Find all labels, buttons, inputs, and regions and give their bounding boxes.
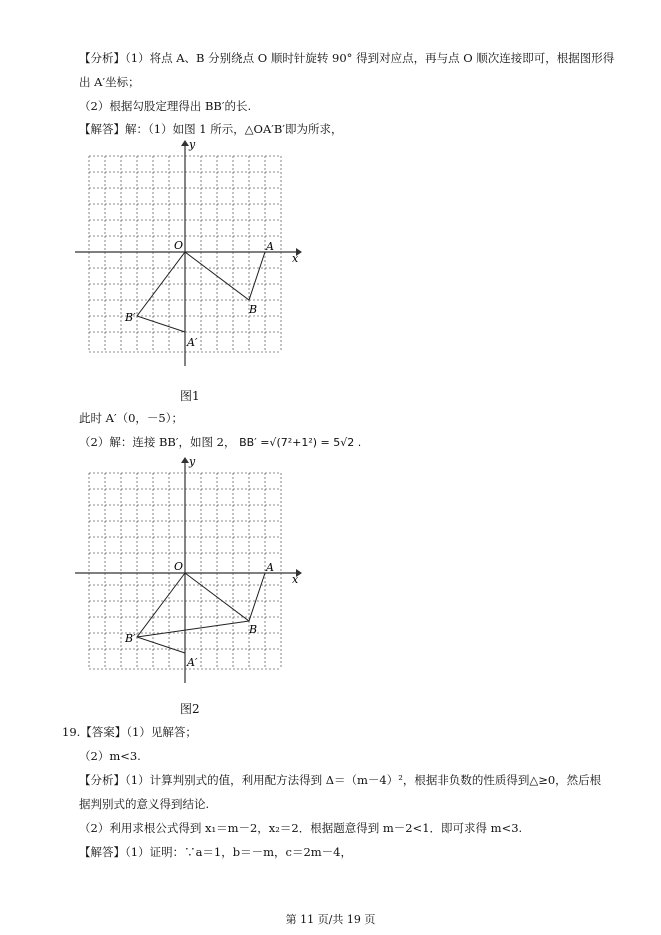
analysis-line-3: （2）根据勾股定理得出 BB′的长. — [79, 99, 252, 113]
label-y: y — [189, 455, 196, 468]
solution-19-line-1: 【解答】（1）证明：∵a＝1，b＝－m，c＝2m－4， — [79, 845, 352, 859]
segment-BB-prime — [137, 621, 249, 637]
analysis-line-2: 出 A′坐标； — [79, 75, 140, 89]
answer-part-2: （2）m<3. — [79, 749, 141, 763]
bb-prime-formula: BB′ =√(7²+1²) = 5√2 . — [239, 436, 362, 449]
label-y: y — [189, 138, 196, 151]
figure-2-caption: 图2 — [180, 702, 200, 716]
label-B: B — [249, 303, 258, 316]
label-A-prime: A′ — [187, 656, 198, 669]
label-O: O — [174, 239, 184, 252]
solution-line-2: 此时 A′（0，－5）； — [79, 411, 183, 425]
solution-line-3 — [79, 434, 361, 451]
label-A: A — [266, 240, 274, 253]
figure-2 — [70, 455, 310, 690]
label-B-prime: B′ — [125, 311, 136, 324]
label-B-prime: B′ — [125, 632, 136, 645]
label-x: x — [292, 573, 299, 586]
analysis-19-line-1: 【分析】（1）计算判别式的值，利用配方法得到 Δ＝（m－4）²，根据非负数的性质得到△≥0，然后根 — [79, 773, 602, 787]
figure-1-caption: 图1 — [180, 389, 200, 403]
solution-line-1: 【解答】解：（1）如图 1 所示，△OA′B′即为所求， — [79, 122, 343, 136]
label-A: A — [266, 561, 274, 574]
label-B: B — [249, 623, 258, 636]
page-footer: 第 11 页/共 19 页 — [285, 913, 376, 926]
analysis-19-line-2: 据判别式的意义得到结论. — [79, 797, 210, 811]
analysis-19-line-3: （2）利用求根公式得到 x₁＝m－2，x₂＝2．根据题意得到 m－2<1．即可求得 m<3. — [79, 821, 523, 835]
question-19-answer: 19.【答案】（1）见解答； — [62, 725, 197, 739]
analysis-line-1: 【分析】（1）将点 A、B 分别绕点 O 顺时针旋转 90° 得到对应点，再与点 O 顺次连接即可，根据图形得 — [79, 51, 615, 65]
label-A-prime: A′ — [187, 336, 198, 349]
figure-1 — [70, 138, 310, 373]
solution-line-3-text: （2）解：连接 BB′，如图 2， — [79, 435, 236, 449]
label-x: x — [292, 252, 299, 265]
label-O: O — [174, 560, 184, 573]
